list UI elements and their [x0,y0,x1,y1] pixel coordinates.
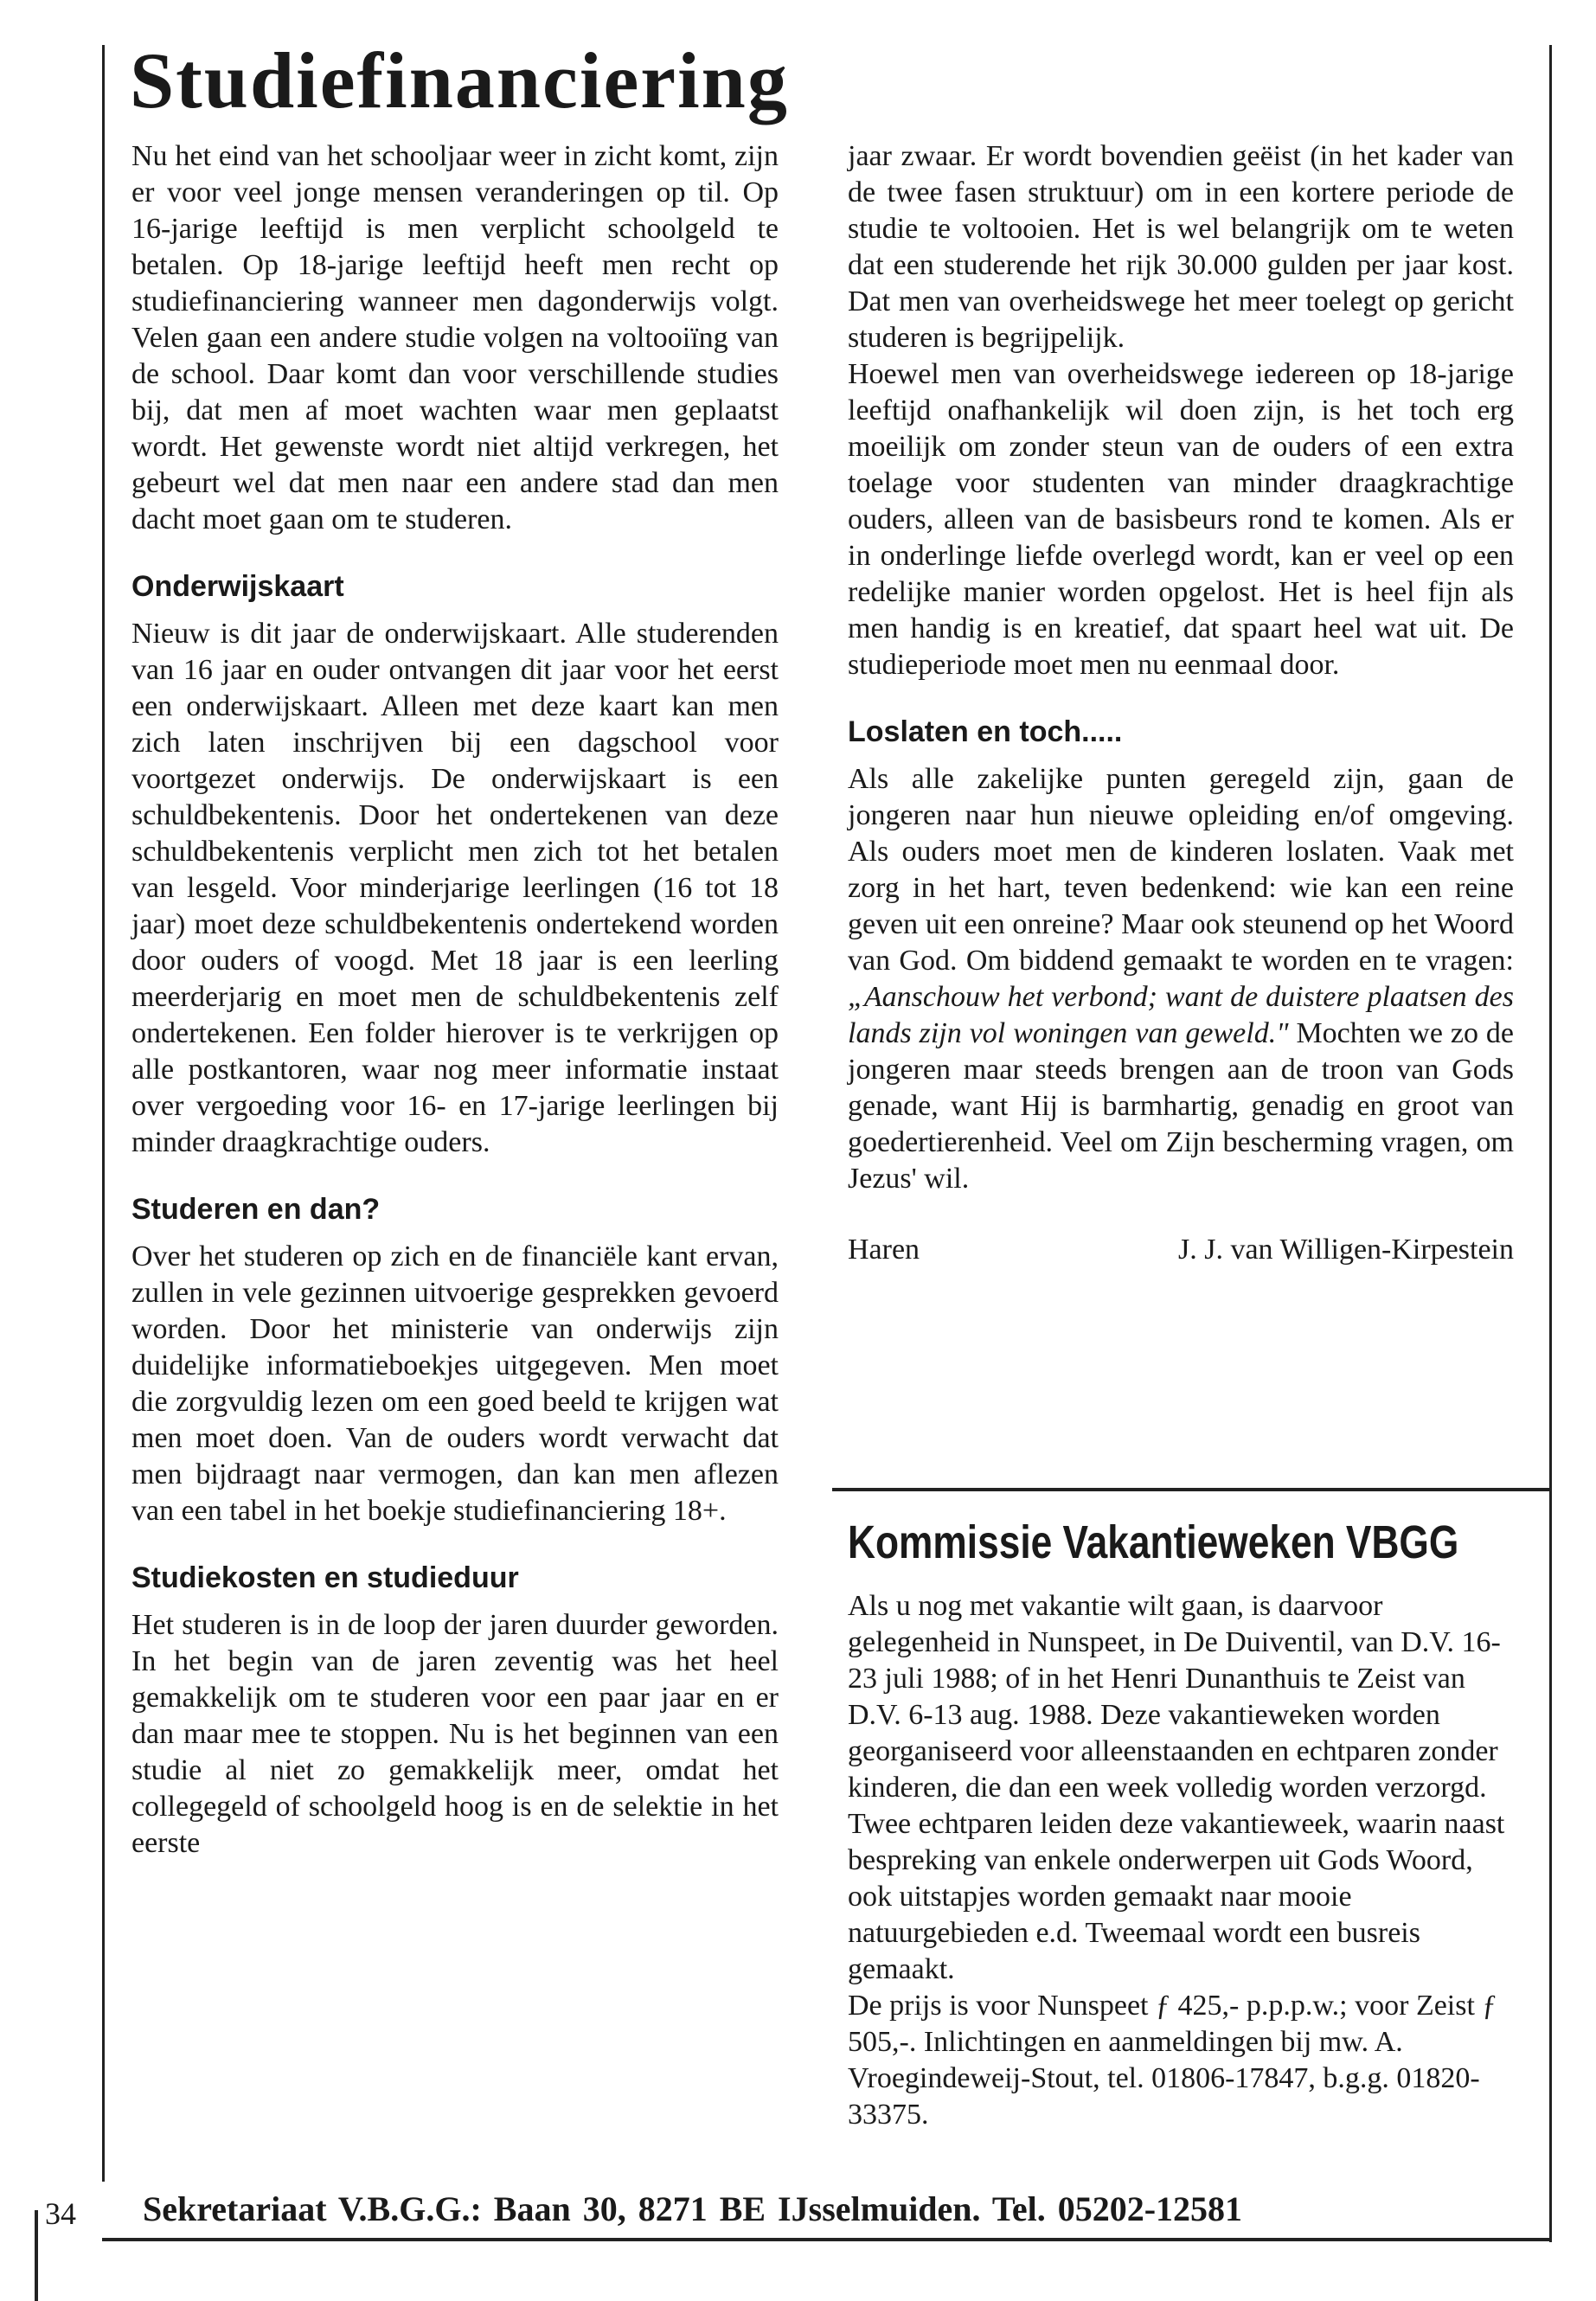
heading-studeren: Studeren en dan? [131,1193,381,1226]
left-column [131,138,779,1862]
vakantieweken-box [848,1514,1522,2133]
box-paragraph-prices: De prijs is voor Nunspeet ƒ 425,- p.p.p.w.; voor Zeist ƒ 505,-. Inlichtingen en aanmeldingen bij mw. A. Vroegindeweij-Stout, tel. 01806-17847, b.g.g. 01820-33375. [848,1990,1497,2131]
right-border-rule [1549,45,1552,2242]
paragraph-studiekosten: Het studeren is in de loop der jaren duurder geworden. In het begin van de jaren zeventig was het heel gemakkelijk om te studeren voor een paar jaar en er dan maar mee te stoppen. Nu is het beginnen van een studie al niet zo gemakkelijk meer, omdat het collegegeld of schoolgeld hoog is en de selektie in het eerste [131,1609,779,1859]
paragraph-onderwijskaart: Nieuw is dit jaar de onderwijskaart. Alle studerenden van 16 jaar en ouder ontvangen dit jaar voor het eerst een onderwijskaart. Alleen met deze kaart kan men zich laten inschrijven bij een dagschool voor voortgezet onderwijs. De onderwijskaart is een schuldbekentenis. Door het ondertekenen van deze schuldbekentenis verplicht men zich tot het betalen van lesgeld. Voor minderjarige leerlingen (16 tot 18 jaar) moet deze schuldbekentenis ondertekend worden door ouders of voogd. Met 18 jaar is een leerling meerderjarig en moet men de schuldbekentenis zelf ondertekenen. Een folder hierover is te verkrijgen op alle postkantoren, waar nog meer informatie instaat over vergoeding voor 16- en 17-jarige leerlingen bij minder draagkrachtige ouders. [131,618,779,1158]
heading-loslaten: Loslaten en toch..... [848,715,1123,748]
signature-place: Haren [848,1234,920,1266]
footer-rule [102,2238,1552,2241]
heading-onderwijskaart: Onderwijskaart [131,570,344,603]
loslaten-text-before: Als alle zakelijke punten geregeld zijn, gaan de jongeren naar hun nieuwe opleiding en/of omgeving. Als ouders moet men de kinderen loslaten. Vaak met zorg in het hart, teven bedenkend: wie kan een reine geven uit een onreine? Maar ook steunend op het Woord van God. Om biddend gemaakt te worden en te vragen: [848,763,1514,977]
right-column [848,138,1514,1268]
page-number-rule [35,2210,38,2301]
paragraph-studiekosten-2: Hoewel men van overheidswege iedereen op 18-jarige leeftijd onafhankelijk wil doen zijn, is het toch erg moeilijk om zonder steun van de ouders of een extra toelage voor studenten van minder draagkrachtige ouders, alleen van de basisbeurs rond te komen. Als er in onderlinge liefde overlegd wordt, kan er veel op een redelijke manier worden opgelost. Het is heel fijn als men handig is en kreatief, dat spaart heel wat uit. De studieperiode moet men nu eenmaal door. [848,358,1514,681]
footer-address: Sekretariaat V.B.G.G.: Baan 30, 8271 BE IJsselmuiden. Tel. 05202-12581 [143,2189,1243,2228]
intro-paragraph: Nu het eind van het schooljaar weer in zicht komt, zijn er voor veel jonge mensen veranderingen op til. Op 16-jarige leeftijd is men verplicht schoolgeld te betalen. Op 18-jarige leeftijd heeft men recht op studiefinanciering wanneer men dagonderwijs volgt. Velen gaan een andere studie volgen na voltooiïng van de school. Daar komt dan voor verschillende studies bij, dat men af moet wachten waar men geplaatst wordt. Het gewenste wordt niet altijd verkregen, het gebeurt wel dat men naar een andere stad dan men dacht moet gaan om te studeren. [131,140,779,535]
article-title: Studiefinanciering [130,36,789,125]
box-paragraph: Als u nog met vakantie wilt gaan, is daarvoor gelegenheid in Nunspeet, in De Duiventil, van D.V. 16-23 juli 1988; of in het Henri Dunanthuis te Zeist van D.V. 6-13 aug. 1988. Deze vakantieweken worden georganiseerd voor alleenstaanden en echtparen zonder kinderen, die dan een week volledig worden verzorgd. Twee echtparen leiden deze vakantieweek, waarin naast bespreking van enkele onderwerpen uit Gods Woord, ook uitstapjes worden gemaakt naar mooie natuurgebieden e.d. Tweemaal wordt een busreis gemaakt. [848,1590,1505,1985]
heading-studiekosten: Studiekosten en studieduur [131,1561,519,1594]
paragraph-studiekosten-continued: jaar zwaar. Er wordt bovendien geëist (in het kader van de twee fasen struktuur) om in een kortere periode de studie te voltooien. Het is wel belangrijk om te weten dat een studerende het rijk 30.000 gulden per jaar kost. Dat men van overheidswege het meer toelegt op gericht studeren is begrijpelijk. [848,140,1514,354]
box-top-rule [832,1488,1552,1491]
paragraph-studeren: Over het studeren op zich en de financiële kant ervan, zullen in vele gezinnen uitvoerige gesprekken gevoerd worden. Door het ministerie van onderwijs zijn duidelijke informatieboekjes uitgegeven. Men moet die zorgvuldig lezen om een goed beeld te krijgen wat men moet doen. Van de ouders wordt verwacht dat men bijdraagt naar vermogen, dan kan men aflezen van een tabel in het boekje studiefinanciering 18+. [131,1240,779,1527]
signature-author: J. J. van Willigen-Kirpestein [1178,1234,1514,1266]
loslaten-text-after: Mochten we zo de jongeren maar steeds brengen aan de troon van Gods genade, want Hij is barmhartig, genadig en groot van goedertierenheid. Veel om Zijn bescherming vragen, om Jezus' wil. [848,1017,1514,1195]
left-column-rule [102,45,105,2182]
paragraph-loslaten [848,761,1514,1197]
loslaten-quote: „Aanschouw het verbond; want de duistere plaatsen des lands zijn vol woningen van geweld." [848,981,1514,1049]
box-heading: Kommissie Vakantieweken VBGG [848,1516,1459,1568]
signature [848,1232,1514,1268]
page-number: 34 [45,2196,76,2231]
